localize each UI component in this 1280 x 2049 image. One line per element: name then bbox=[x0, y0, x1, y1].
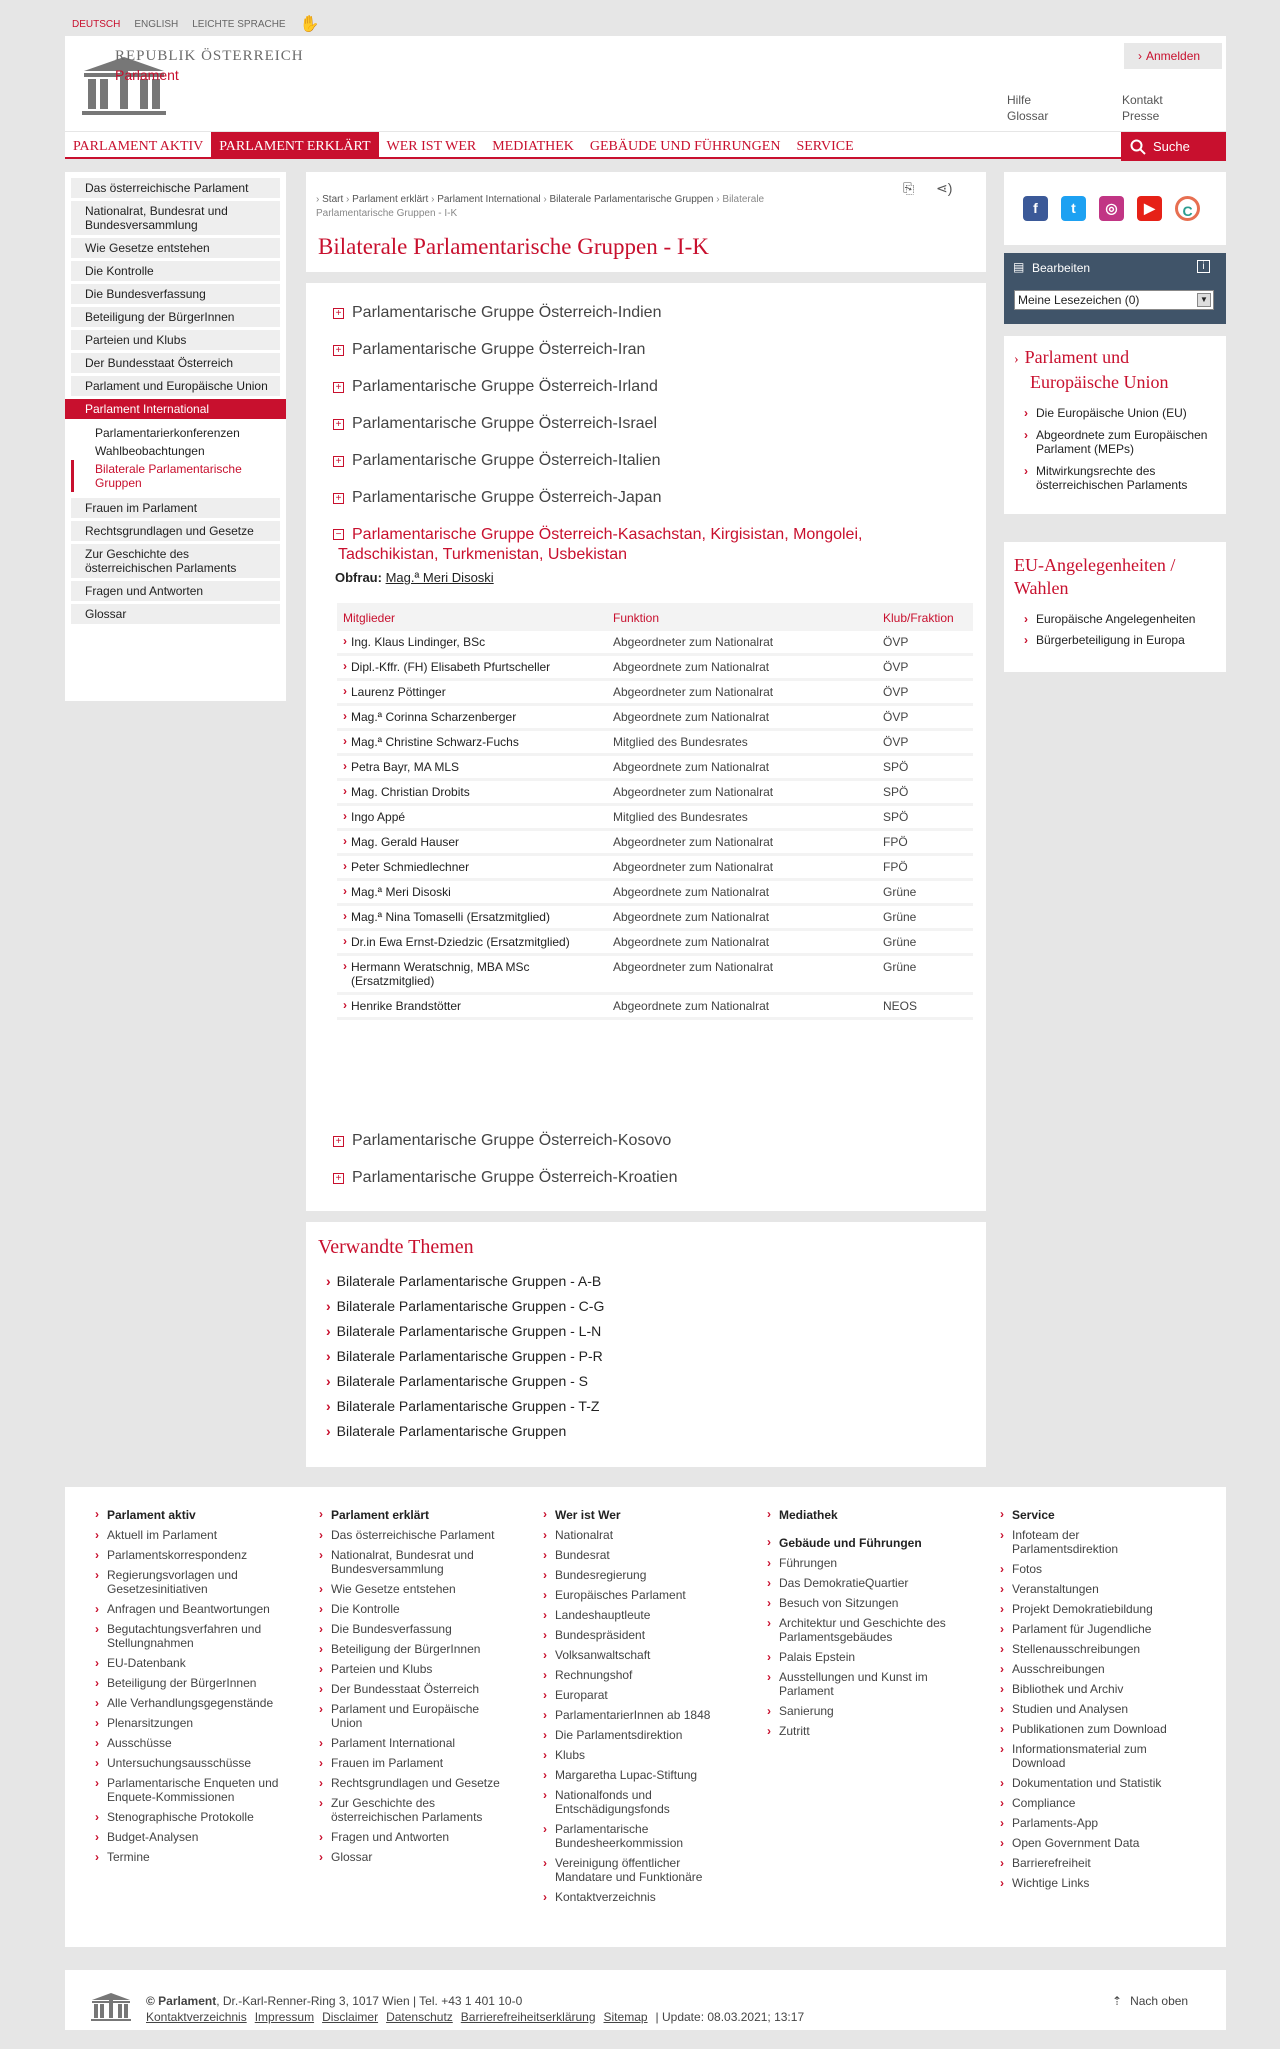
member-club: Grüne bbox=[877, 906, 973, 928]
footer-col-werististwer bbox=[541, 1508, 731, 1910]
footer-link[interactable]: › Nationalfonds und Entschädigungsfonds bbox=[541, 1788, 731, 1816]
footer-link[interactable]: › Landeshauptleute bbox=[541, 1608, 731, 1622]
language-bar bbox=[72, 14, 320, 34]
member-name-link[interactable]: › Mag.ª Meri Disoski bbox=[337, 881, 607, 903]
footer-link[interactable]: › Die Parlamentsdirektion bbox=[541, 1728, 731, 1742]
footer-link[interactable]: › Frauen im Parlament bbox=[317, 1756, 507, 1770]
back-to-top-link[interactable] bbox=[1112, 1994, 1188, 2008]
footer-heading[interactable]: › Mediathek bbox=[765, 1508, 955, 1522]
footer-link[interactable]: › Untersuchungsausschüsse bbox=[93, 1756, 283, 1770]
member-name-link[interactable]: › Petra Bayr, MA MLS bbox=[337, 756, 607, 778]
footer-link[interactable]: › Alle Verhandlungsgegenstände bbox=[93, 1696, 283, 1710]
member-function: Abgeordneter zum Nationalrat bbox=[607, 831, 877, 853]
sidebar-item[interactable]: Der Bundesstaat Österreich bbox=[71, 353, 280, 373]
footer-link[interactable]: › ParlamentarierInnen ab 1848 bbox=[541, 1708, 731, 1722]
info-icon[interactable]: i bbox=[1197, 260, 1210, 273]
member-name-link[interactable]: › Laurenz Pöttinger bbox=[337, 681, 607, 703]
footer-link[interactable]: › Parlaments-App bbox=[998, 1816, 1188, 1830]
member-club: Grüne bbox=[877, 881, 973, 903]
share-read-icon[interactable]: ⋖) bbox=[936, 180, 953, 196]
footer-link[interactable]: › Open Government Data bbox=[998, 1836, 1188, 1850]
accordion-label: Parlamentarische Gruppe Österreich-Italien bbox=[352, 452, 661, 469]
chair-link[interactable]: Mag.ª Meri Disoski bbox=[385, 570, 494, 585]
member-club: FPÖ bbox=[877, 831, 973, 853]
member-function: Abgeordnete zum Nationalrat bbox=[607, 995, 877, 1017]
member-name-link[interactable]: › Ingo Appé bbox=[337, 806, 607, 828]
table-row bbox=[337, 656, 973, 678]
nav-mediathek[interactable]: MEDIATHEK bbox=[492, 139, 574, 154]
footer-link[interactable]: › Klubs bbox=[541, 1748, 731, 1762]
back-to-top-label: Nach oben bbox=[1130, 1994, 1189, 2008]
col-header-club: Klub/Fraktion bbox=[877, 606, 973, 628]
table-row bbox=[337, 781, 973, 803]
related-link[interactable]: › Bilaterale Parlamentarische Gruppen - C-G bbox=[326, 1298, 604, 1314]
footer-link[interactable]: › Ausstellungen und Kunst im Parlament bbox=[765, 1670, 955, 1698]
footer-link[interactable]: › Studien und Analysen bbox=[998, 1702, 1188, 1716]
footer-link[interactable]: › Parlament und Europäische Union bbox=[317, 1702, 507, 1730]
instagram-icon[interactable]: ◎ bbox=[1099, 196, 1124, 221]
footer-col-erklaert bbox=[317, 1508, 507, 1870]
sidebar-item[interactable]: Wie Gesetze entstehen bbox=[71, 238, 280, 258]
table-row bbox=[337, 856, 973, 878]
eu2-title-line2: Wahlen bbox=[1014, 578, 1069, 598]
member-name-link[interactable]: › Hermann Weratschnig, MBA MSc (Ersatzmitglied) bbox=[337, 956, 607, 992]
accordion-item[interactable] bbox=[333, 415, 657, 433]
search-icon bbox=[1130, 139, 1146, 155]
footer-link-impressum[interactable]: Impressum bbox=[254, 2010, 315, 2024]
member-name-link[interactable]: › Mag.ª Christine Schwarz-Fuchs bbox=[337, 731, 607, 753]
footer-link-barrierefreiheit[interactable]: Barrierefreiheitserklärung bbox=[460, 2010, 596, 2024]
plus-icon: + bbox=[333, 493, 344, 504]
footer-link[interactable]: › Infoteam der Parlamentsdirektion bbox=[998, 1528, 1188, 1556]
twitter-icon[interactable]: t bbox=[1061, 196, 1086, 221]
footer-col-aktiv bbox=[93, 1508, 283, 1870]
footer-col-service bbox=[998, 1508, 1188, 1896]
group-title-line1: Parlamentarische Gruppe Österreich-Kasachstan, Kirgisistan, Mongolei, bbox=[352, 526, 863, 543]
bookmarks-select[interactable] bbox=[1014, 290, 1214, 310]
edit-label[interactable]: Bearbeiten bbox=[1032, 261, 1091, 275]
footer-link[interactable]: › Ausschüsse bbox=[93, 1736, 283, 1750]
member-club: SPÖ bbox=[877, 781, 973, 803]
footer-link[interactable]: › Besuch von Sitzungen bbox=[765, 1596, 955, 1610]
sidebar-item[interactable]: Die Kontrolle bbox=[71, 261, 280, 281]
member-name-link[interactable]: › Peter Schmiedlechner bbox=[337, 856, 607, 878]
breadcrumb-link[interactable]: Start bbox=[322, 194, 344, 205]
member-function: Abgeordneter zum Nationalrat bbox=[607, 681, 877, 703]
breadcrumb-link[interactable]: Parlament erklärt bbox=[352, 194, 429, 205]
address-line bbox=[146, 1994, 522, 2008]
eu-link[interactable]: › Die Europäische Union (EU) bbox=[1004, 406, 1226, 420]
footer-link[interactable]: › Wichtige Links bbox=[998, 1876, 1188, 1890]
logo-title: REPUBLIK ÖSTERREICH bbox=[115, 48, 304, 64]
member-name-link[interactable]: › Mag. Christian Drobits bbox=[337, 781, 607, 803]
accordion-label: Parlamentarische Gruppe Österreich-Kosovo bbox=[352, 1132, 672, 1149]
plus-icon: + bbox=[333, 308, 344, 319]
member-function: Abgeordnete zum Nationalrat bbox=[607, 906, 877, 928]
login-button[interactable]: › Anmelden bbox=[1124, 43, 1222, 69]
member-function: Abgeordneter zum Nationalrat bbox=[607, 631, 877, 653]
eu-title-line1: Parlament und bbox=[1024, 347, 1130, 367]
lang-easy-link[interactable]: LEICHTE SPRACHE bbox=[192, 18, 286, 30]
member-club: NEOS bbox=[877, 995, 973, 1017]
footer-link[interactable]: › Bundesregierung bbox=[541, 1568, 731, 1582]
footer-link[interactable]: › Europäisches Parlament bbox=[541, 1588, 731, 1602]
footer-link[interactable]: › Begutachtungsverfahren und Stellungnahmen bbox=[93, 1622, 283, 1650]
members-table bbox=[337, 603, 973, 1020]
sidebar-item[interactable]: Parteien und Klubs bbox=[71, 330, 280, 350]
accordion-item[interactable] bbox=[333, 452, 661, 470]
related-title: Verwandte Themen bbox=[318, 1236, 474, 1258]
member-club: FPÖ bbox=[877, 856, 973, 878]
footer-link[interactable]: › Glossar bbox=[317, 1850, 507, 1864]
app-icon[interactable]: C bbox=[1175, 196, 1200, 221]
member-name-link[interactable]: › Mag.ª Nina Tomaselli (Ersatzmitglied) bbox=[337, 906, 607, 928]
footer-link[interactable]: › Ausschreibungen bbox=[998, 1662, 1188, 1676]
accordion-label: Parlamentarische Gruppe Österreich-Japan bbox=[352, 489, 662, 506]
col-header-members: Mitglieder bbox=[337, 606, 607, 628]
footer-col-mediathek bbox=[765, 1508, 955, 1744]
bottom-links bbox=[146, 2010, 804, 2024]
sidebar-subitem[interactable]: Parlamentarierkonferenzen bbox=[95, 426, 240, 440]
footer-link[interactable]: › Nationalrat bbox=[541, 1528, 731, 1542]
member-club: ÖVP bbox=[877, 731, 973, 753]
table-row bbox=[337, 906, 973, 928]
table-row bbox=[337, 681, 973, 703]
footer-heading[interactable]: › Gebäude und Führungen bbox=[765, 1536, 955, 1550]
footer-link[interactable]: › Dokumentation und Statistik bbox=[998, 1776, 1188, 1790]
accordion-label: Parlamentarische Gruppe Österreich-Irland bbox=[352, 378, 658, 395]
footer-link[interactable]: › Die Kontrolle bbox=[317, 1602, 507, 1616]
nav-wer-ist-wer[interactable]: WER IST WER bbox=[386, 139, 477, 154]
glossary-link[interactable]: Glossar bbox=[1007, 109, 1049, 123]
footer-link[interactable]: › Kontaktverzeichnis bbox=[541, 1890, 731, 1904]
member-name-link[interactable]: › Mag.ª Corinna Scharzenberger bbox=[337, 706, 607, 728]
table-row bbox=[337, 706, 973, 728]
sidebar-item[interactable]: Nationalrat, Bundesrat und Bundesversammlung bbox=[71, 201, 280, 235]
eu-link[interactable]: › Mitwirkungsrechte des österreichischen Parlaments bbox=[1004, 464, 1226, 492]
sidebar-subitem-current[interactable]: Bilaterale Parlamentarische Gruppen bbox=[71, 460, 280, 492]
footer-link[interactable]: › Rechnungshof bbox=[541, 1668, 731, 1682]
member-club: ÖVP bbox=[877, 681, 973, 703]
logo-subtitle: Parlament bbox=[115, 67, 179, 83]
plus-icon: + bbox=[333, 1173, 344, 1184]
footer-link[interactable]: › Regierungsvorlagen und Gesetzesinitiativen bbox=[93, 1568, 283, 1596]
footer-link[interactable]: › Nationalrat, Bundesrat und Bundesversammlung bbox=[317, 1548, 507, 1576]
footer-link[interactable]: › Termine bbox=[93, 1850, 283, 1864]
related-link[interactable]: › Bilaterale Parlamentarische Gruppen - P-R bbox=[326, 1348, 603, 1364]
related-link[interactable]: › Bilaterale Parlamentarische Gruppen - A-B bbox=[326, 1273, 601, 1289]
related-link[interactable]: › Bilaterale Parlamentarische Gruppen - T-Z bbox=[326, 1398, 599, 1414]
update-text: | Update: 08.03.2021; 13:17 bbox=[655, 2010, 805, 2024]
eu-affairs-link[interactable]: › Bürgerbeteiligung in Europa bbox=[1004, 633, 1226, 647]
sidebar-item[interactable]: Rechtsgrundlagen und Gesetze bbox=[71, 521, 280, 541]
lang-en-link[interactable]: ENGLISH bbox=[134, 18, 179, 30]
search-button[interactable] bbox=[1121, 132, 1226, 161]
footer-link[interactable]: › Bundespräsident bbox=[541, 1628, 731, 1642]
footer-link[interactable]: › Parlament International bbox=[317, 1736, 507, 1750]
footer-link-disclaimer[interactable]: Disclaimer bbox=[322, 2010, 379, 2024]
member-name-link[interactable]: › Dr.in Ewa Ernst-Dziedzic (Ersatzmitglied) bbox=[337, 931, 607, 953]
breadcrumb-link[interactable]: Parlament International bbox=[437, 194, 541, 205]
sidebar-item[interactable]: Die Bundesverfassung bbox=[71, 284, 280, 304]
bottom-bar bbox=[65, 1970, 1226, 2030]
footer-link[interactable]: › EU-Datenbank bbox=[93, 1656, 283, 1670]
eu-affairs-box bbox=[1004, 542, 1226, 672]
accordion-label-open bbox=[338, 525, 863, 565]
footer-link[interactable]: › Führungen bbox=[765, 1556, 955, 1570]
related-link[interactable]: › Bilaterale Parlamentarische Gruppen bbox=[326, 1423, 566, 1439]
footer-link[interactable]: › Compliance bbox=[998, 1796, 1188, 1810]
sidebar-item[interactable]: Zur Geschichte des österreichischen Parlaments bbox=[71, 544, 280, 578]
footer-link[interactable]: › Zutritt bbox=[765, 1724, 955, 1738]
table-row bbox=[337, 995, 973, 1017]
sidebar-item[interactable]: Glossar bbox=[71, 604, 280, 624]
chevron-down-icon: ▼ bbox=[1197, 293, 1211, 307]
footer-link[interactable]: › Der Bundesstaat Österreich bbox=[317, 1682, 507, 1696]
footer-link[interactable]: › Architektur und Geschichte des Parlamentsgebäudes bbox=[765, 1616, 955, 1644]
footer-link[interactable]: › Bibliothek und Archiv bbox=[998, 1682, 1188, 1696]
minus-icon: − bbox=[333, 529, 344, 540]
plus-icon: + bbox=[333, 382, 344, 393]
footer-link-datenschutz[interactable]: Datenschutz bbox=[386, 2010, 453, 2024]
sidebar-item[interactable]: Fragen und Antworten bbox=[71, 581, 280, 601]
eu-affairs-title bbox=[1004, 542, 1226, 600]
address: , Dr.-Karl-Renner-Ring 3, 1017 Wien | Tel. +43 1 401 10-0 bbox=[216, 1994, 523, 2008]
eu2-title-line1: EU-Angelegenheiten / bbox=[1014, 555, 1176, 575]
member-club: Grüne bbox=[877, 931, 973, 953]
footer-link[interactable]: › Palais Epstein bbox=[765, 1650, 955, 1664]
footer-link-sitemap[interactable]: Sitemap bbox=[603, 2010, 648, 2024]
footer-link[interactable]: › Das österreichische Parlament bbox=[317, 1528, 507, 1542]
lang-de-link[interactable]: DEUTSCH bbox=[72, 18, 121, 30]
footer-heading[interactable]: › Parlament aktiv bbox=[93, 1508, 283, 1522]
table-row bbox=[337, 881, 973, 903]
plus-icon: + bbox=[333, 1136, 344, 1147]
footer-heading[interactable]: › Parlament erklärt bbox=[317, 1508, 507, 1522]
footer-link[interactable]: › Parlament für Jugendliche bbox=[998, 1622, 1188, 1636]
footer-link[interactable]: › Publikationen zum Download bbox=[998, 1722, 1188, 1736]
press-link[interactable]: Presse bbox=[1122, 109, 1160, 123]
member-name-link[interactable]: › Mag. Gerald Hauser bbox=[337, 831, 607, 853]
related-link[interactable]: › Bilaterale Parlamentarische Gruppen - S bbox=[326, 1373, 588, 1389]
member-function: Abgeordneter zum Nationalrat bbox=[607, 956, 877, 992]
accordion-item[interactable] bbox=[333, 1169, 677, 1187]
left-sidebar bbox=[65, 172, 286, 701]
member-club: ÖVP bbox=[877, 706, 973, 728]
footer-link[interactable]: › Fragen und Antworten bbox=[317, 1830, 507, 1844]
login-label: Anmelden bbox=[1146, 49, 1201, 63]
footer-heading[interactable]: › Wer ist Wer bbox=[541, 1508, 731, 1522]
footer-link[interactable]: › Vereinigung öffentlicher Mandatare und Funktionäre bbox=[541, 1856, 731, 1884]
sidebar-item[interactable]: Beteiligung der BürgerInnen bbox=[71, 307, 280, 327]
main-nav bbox=[65, 132, 1226, 159]
nav-parlament-aktiv[interactable]: PARLAMENT AKTIV bbox=[73, 139, 204, 154]
accordion-item[interactable] bbox=[333, 304, 661, 322]
bookmarks-value: Meine Lesezeichen (0) bbox=[1018, 293, 1140, 307]
member-function: Abgeordnete zum Nationalrat bbox=[607, 931, 877, 953]
footer-link[interactable]: › Plenarsitzungen bbox=[93, 1716, 283, 1730]
member-function: Mitglied des Bundesrates bbox=[607, 806, 877, 828]
breadcrumb: › Start › Parlament erklärt › Parlament International › Bilaterale Parlamentarische Gruppen › Bilaterale Parlamentarische Gruppen - I-K bbox=[316, 194, 765, 219]
footer-link[interactable]: › Anfragen und Beantwortungen bbox=[93, 1602, 283, 1616]
breadcrumb-link[interactable]: Bilaterale Parlamentarische Gruppen bbox=[549, 194, 714, 205]
footer-link[interactable]: › Volksanwaltschaft bbox=[541, 1648, 731, 1662]
eu-title-line2: Europäische Union bbox=[1030, 372, 1169, 392]
nav-gebaeude[interactable]: GEBÄUDE UND FÜHRUNGEN bbox=[589, 139, 781, 154]
related-link[interactable]: › Bilaterale Parlamentarische Gruppen - L-N bbox=[326, 1323, 601, 1339]
footer-link[interactable]: › Budget-Analysen bbox=[93, 1830, 283, 1844]
member-club: ÖVP bbox=[877, 631, 973, 653]
accordion-label: Parlamentarische Gruppe Österreich-Indien bbox=[352, 304, 662, 321]
table-row bbox=[337, 831, 973, 853]
member-club: SPÖ bbox=[877, 756, 973, 778]
member-function: Abgeordnete zum Nationalrat bbox=[607, 756, 877, 778]
accordion-item[interactable] bbox=[333, 1132, 671, 1150]
sidebar-item-parlament-international[interactable]: Parlament International bbox=[65, 399, 286, 419]
eu-link[interactable]: › Abgeordnete zum Europäischen Parlament (MEPs) bbox=[1004, 428, 1226, 456]
help-link[interactable]: Hilfe bbox=[1007, 93, 1032, 107]
footer-link[interactable]: › Stellenausschreibungen bbox=[998, 1642, 1188, 1656]
footer-link[interactable]: › Fotos bbox=[998, 1562, 1188, 1576]
footer-link[interactable]: › Das DemokratieQuartier bbox=[765, 1576, 955, 1590]
table-row bbox=[337, 756, 973, 778]
breadcrumb-current: Bilaterale Parlamentarische Gruppen - I-K bbox=[316, 194, 765, 219]
parliament-logo-small-icon[interactable] bbox=[90, 1992, 132, 2022]
table-row bbox=[337, 806, 973, 828]
chair-line bbox=[335, 570, 494, 585]
footer-link[interactable]: › Barrierefreiheit bbox=[998, 1856, 1188, 1870]
member-function: Mitglied des Bundesrates bbox=[607, 731, 877, 753]
eu-box bbox=[1004, 336, 1226, 514]
sidebar-subitem[interactable]: Wahlbeobachtungen bbox=[95, 444, 205, 458]
chair-label: Obfrau: bbox=[335, 570, 382, 585]
nav-service[interactable]: SERVICE bbox=[796, 139, 854, 154]
table-row bbox=[337, 731, 973, 753]
member-function: Abgeordneter zum Nationalrat bbox=[607, 856, 877, 878]
col-header-function: Funktion bbox=[607, 606, 877, 628]
sign-language-icon[interactable]: ✋ bbox=[299, 16, 320, 33]
footer-link[interactable]: › Europarat bbox=[541, 1688, 731, 1702]
member-function: Abgeordnete zum Nationalrat bbox=[607, 881, 877, 903]
table-row bbox=[337, 631, 973, 653]
footer-link[interactable]: › Wie Gesetze entstehen bbox=[317, 1582, 507, 1596]
table-row bbox=[337, 931, 973, 953]
facebook-icon[interactable]: f bbox=[1023, 196, 1048, 221]
member-name-link[interactable]: › Ing. Klaus Lindinger, BSc bbox=[337, 631, 607, 653]
footer-link[interactable]: › Sanierung bbox=[765, 1704, 955, 1718]
footer-link-kontaktverzeichnis[interactable]: Kontaktverzeichnis bbox=[146, 2010, 247, 2024]
footer-link[interactable]: › Beteiligung der BürgerInnen bbox=[317, 1642, 507, 1656]
footer-link[interactable]: › Bundesrat bbox=[541, 1548, 731, 1562]
accordion-item-open[interactable] bbox=[333, 525, 862, 565]
eu-affairs-link[interactable]: › Europäische Angelegenheiten bbox=[1004, 612, 1226, 626]
accordion-item[interactable] bbox=[333, 489, 661, 507]
nav-parlament-erklaert[interactable]: PARLAMENT ERKLÄRT bbox=[211, 132, 378, 157]
accordion-label: Parlamentarische Gruppe Österreich-Iran bbox=[352, 341, 646, 358]
group-title-line2: Tadschikistan, Turkmenistan, Usbekistan bbox=[338, 546, 628, 563]
footer-link[interactable]: › Stenographische Protokolle bbox=[93, 1810, 283, 1824]
footer-link[interactable]: › Aktuell im Parlament bbox=[93, 1528, 283, 1542]
accordion-item[interactable] bbox=[333, 341, 645, 359]
sidebar-item[interactable]: Das österreichische Parlament bbox=[71, 178, 280, 198]
footer-link[interactable]: › Veranstaltungen bbox=[998, 1582, 1188, 1596]
footer-link[interactable]: › Parteien und Klubs bbox=[317, 1662, 507, 1676]
member-club: SPÖ bbox=[877, 806, 973, 828]
plus-icon: + bbox=[333, 345, 344, 356]
footer-link[interactable]: › Projekt Demokratiebildung bbox=[998, 1602, 1188, 1616]
table-row bbox=[337, 956, 973, 992]
sidebar-item[interactable]: Parlament und Europäische Union bbox=[71, 376, 280, 396]
footer-link[interactable]: › Rechtsgrundlagen und Gesetze bbox=[317, 1776, 507, 1790]
plus-icon: + bbox=[333, 419, 344, 430]
member-name-link[interactable]: › Dipl.-Kffr. (FH) Elisabeth Pfurtscheller bbox=[337, 656, 607, 678]
page-title: Bilaterale Parlamentarische Gruppen - I-K bbox=[318, 234, 709, 259]
edit-icon: ▤ bbox=[1013, 260, 1025, 274]
edit-panel bbox=[1004, 253, 1226, 324]
member-function: Abgeordnete zum Nationalrat bbox=[607, 656, 877, 678]
footer-heading[interactable]: › Service bbox=[998, 1508, 1188, 1522]
accordion-label: Parlamentarische Gruppe Österreich-Kroatien bbox=[352, 1169, 678, 1186]
footer-link[interactable]: › Margaretha Lupac-Stiftung bbox=[541, 1768, 731, 1782]
arrow-up-icon: ⇡ bbox=[1112, 1994, 1123, 2008]
footer-link[interactable]: › Beteiligung der BürgerInnen bbox=[93, 1676, 283, 1690]
accordion-label: Parlamentarische Gruppe Österreich-Israel bbox=[352, 415, 658, 432]
member-function: Abgeordnete zum Nationalrat bbox=[607, 706, 877, 728]
member-name-link[interactable]: › Henrike Brandstötter bbox=[337, 995, 607, 1017]
member-club: ÖVP bbox=[877, 656, 973, 678]
footer-link[interactable]: › Informationsmaterial zum Download bbox=[998, 1742, 1188, 1770]
accordion-item[interactable] bbox=[333, 378, 658, 396]
contact-link[interactable]: Kontakt bbox=[1122, 93, 1163, 107]
footer-link[interactable]: › Parlamentskorrespondenz bbox=[93, 1548, 283, 1562]
member-club: Grüne bbox=[877, 956, 973, 992]
bookmark-add-icon[interactable]: ⎘ bbox=[903, 180, 915, 196]
footer-link[interactable]: › Parlamentarische Enqueten und Enquete-Kommissionen bbox=[93, 1776, 283, 1804]
eu-box-title[interactable]: › Parlament und Europäische Union bbox=[1014, 347, 1169, 392]
footer-link[interactable]: › Parlamentarische Bundesheerkommission bbox=[541, 1822, 731, 1850]
youtube-icon[interactable]: ▶ bbox=[1137, 196, 1162, 221]
plus-icon: + bbox=[333, 456, 344, 467]
member-function: Abgeordneter zum Nationalrat bbox=[607, 781, 877, 803]
copyright: © Parlament bbox=[146, 1994, 217, 2008]
footer-link[interactable]: › Die Bundesverfassung bbox=[317, 1622, 507, 1636]
sidebar-item[interactable]: Frauen im Parlament bbox=[71, 498, 280, 518]
footer-link[interactable]: › Zur Geschichte des österreichischen Parlaments bbox=[317, 1796, 507, 1824]
search-label: Suche bbox=[1153, 139, 1190, 154]
